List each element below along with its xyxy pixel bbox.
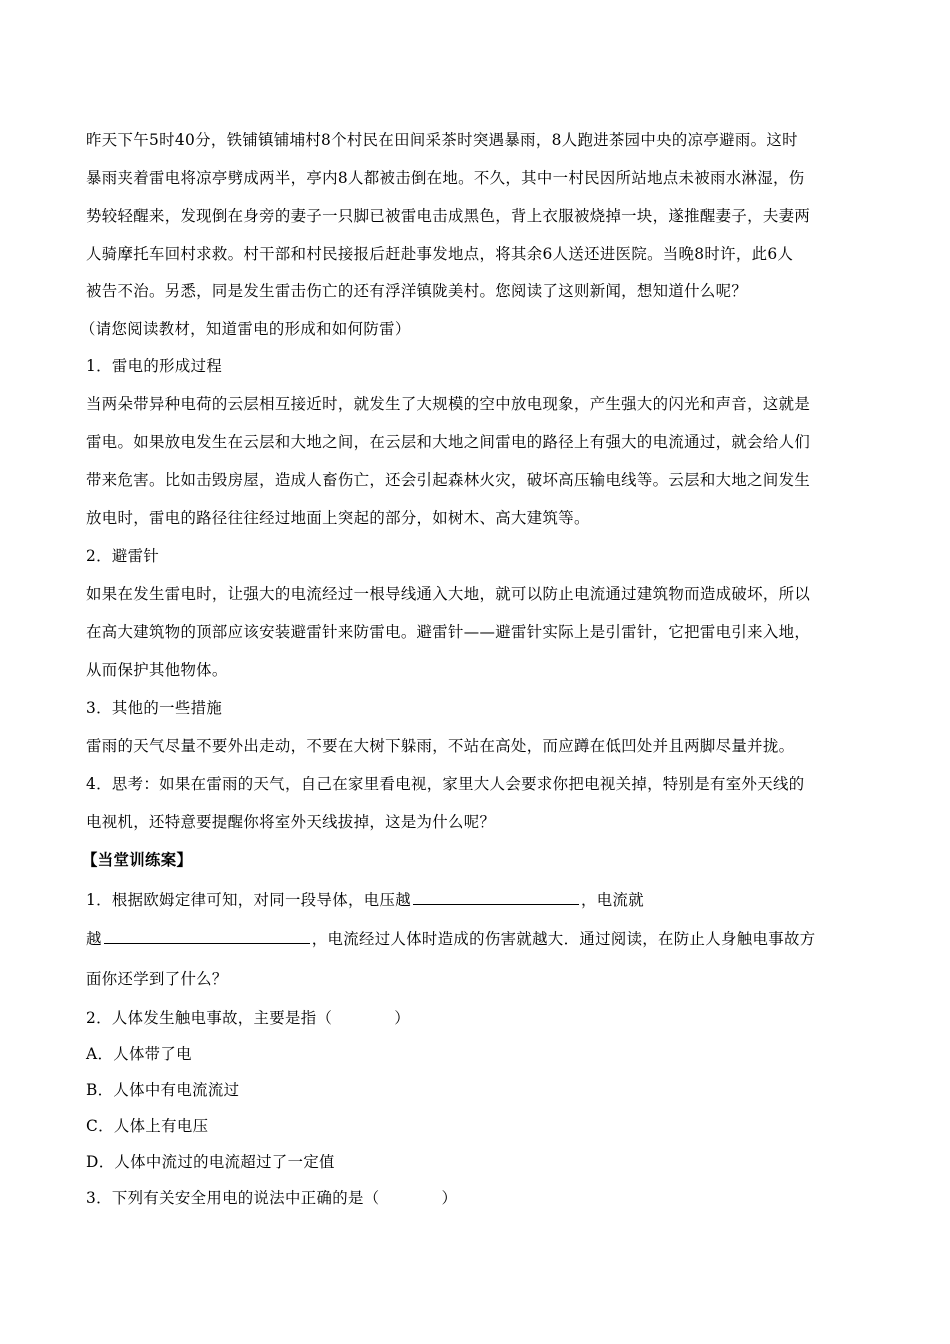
training-heading: 【当堂训练案】 [82,851,193,869]
section-text-line: 在高大建筑物的顶部应该安装避雷针来防雷电。避雷针——避雷针实际上是引雷针，它把雷电引来入地， [86,623,811,641]
answer-blank-2[interactable] [104,942,310,944]
section-text-line: 从而保护其他物体。 [86,661,228,679]
question-1-line-3: 面你还学到了什么？ [86,970,228,988]
question-1-text: ，电流就 [580,891,644,909]
question-2-text: ） [394,1009,411,1027]
section-text-line: 雷电。如果放电发生在云层和大地之间，在云层和大地之间雷电的路径上有强大的电流通过，就会给人们 [86,433,811,451]
news-paragraph-line: 被告不治。另悉，同是发生雷击伤亡的还有浮洋镇陇美村。您阅读了这则新闻，想知道什么呢？ [86,282,748,300]
section-text-line: 雷雨的天气尽量不要外出走动，不要在大树下躲雨，不站在高处，而应蹲在低凹处并且两脚尽量并拢。 [86,737,795,755]
news-paragraph-line: 昨天下午5时40分，铁铺镇铺埔村8个村民在田间采茶时突遇暴雨，8人跑进茶园中央的凉亭避雨。这时 [86,131,798,149]
question-3-stem [86,1186,457,1208]
question-1-text: 越 [86,930,102,948]
question-2-option-a[interactable]: A．人体带了电 [86,1045,192,1063]
section-text-line: 如果在发生雷电时，让强大的电流经过一根导线通入大地，就可以防止电流通过建筑物而造成破坏，所以 [86,585,811,603]
question-1-line-2 [86,927,815,949]
question-2-option-d[interactable]: D．人体中流过的电流超过了一定值 [86,1153,335,1171]
thinking-question-line: 电视机，还特意要提醒你将室外天线拔掉，这是为什么呢？ [86,813,496,831]
reading-instruction: （请您阅读教材，知道雷电的形成和如何防雷） [80,320,411,338]
news-paragraph-line: 人骑摩托车回村求救。村干部和村民接报后赶赴事发地点，将其余6人送还进医院。当晚8时许，此6人 [86,245,794,263]
question-3-text: 3．下列有关安全用电的说法中正确的是（ [86,1189,380,1207]
section-text-line: 放电时，雷电的路径往往经过地面上突起的部分，如树木、高大建筑等。 [86,509,590,527]
section-text-line: 当两朵带异种电荷的云层相互接近时，就发生了大规模的空中放电现象，产生强大的闪光和声音，这就是 [86,395,811,413]
question-2-option-b[interactable]: B．人体中有电流流过 [86,1081,240,1099]
section-text-line: 带来危害。比如击毁房屋，造成人畜伤亡，还会引起森林火灾，破坏高压输电线等。云层和大地之间发生 [86,471,811,489]
question-3-text: ） [441,1189,458,1207]
section-title-other-measures: 3．其他的一些措施 [86,699,223,717]
section-title-lightning-rod: 2．避雷针 [86,547,160,565]
thinking-question-line: 4．思考：如果在雷雨的天气，自己在家里看电视，家里大人会要求你把电视关掉，特别是有室外天线的 [86,775,805,793]
question-1-line-1 [86,888,644,910]
question-2-option-c[interactable]: C．人体上有电压 [86,1117,209,1135]
news-paragraph-line: 势较轻醒来，发现倒在身旁的妻子一只脚已被雷电击成黑色，背上衣服被烧掉一块，遂推醒妻子，夫妻两 [86,207,811,225]
section-title-lightning-formation: 1．雷电的形成过程 [86,357,223,375]
news-paragraph-line: 暴雨夹着雷电将凉亭劈成两半，亭内8人都被击倒在地。不久，其中一村民因所站地点未被雨水淋湿，伤 [86,169,805,187]
question-2-text: 2．人体发生触电事故，主要是指（ [86,1009,333,1027]
question-1-text: ，电流经过人体时造成的伤害就越大．通过阅读，在防止人身触电事故方 [311,930,816,948]
answer-blank-1[interactable] [413,903,579,905]
question-2-stem [86,1006,410,1028]
question-1-text: 1．根据欧姆定律可知，对同一段导体，电压越 [86,891,411,909]
